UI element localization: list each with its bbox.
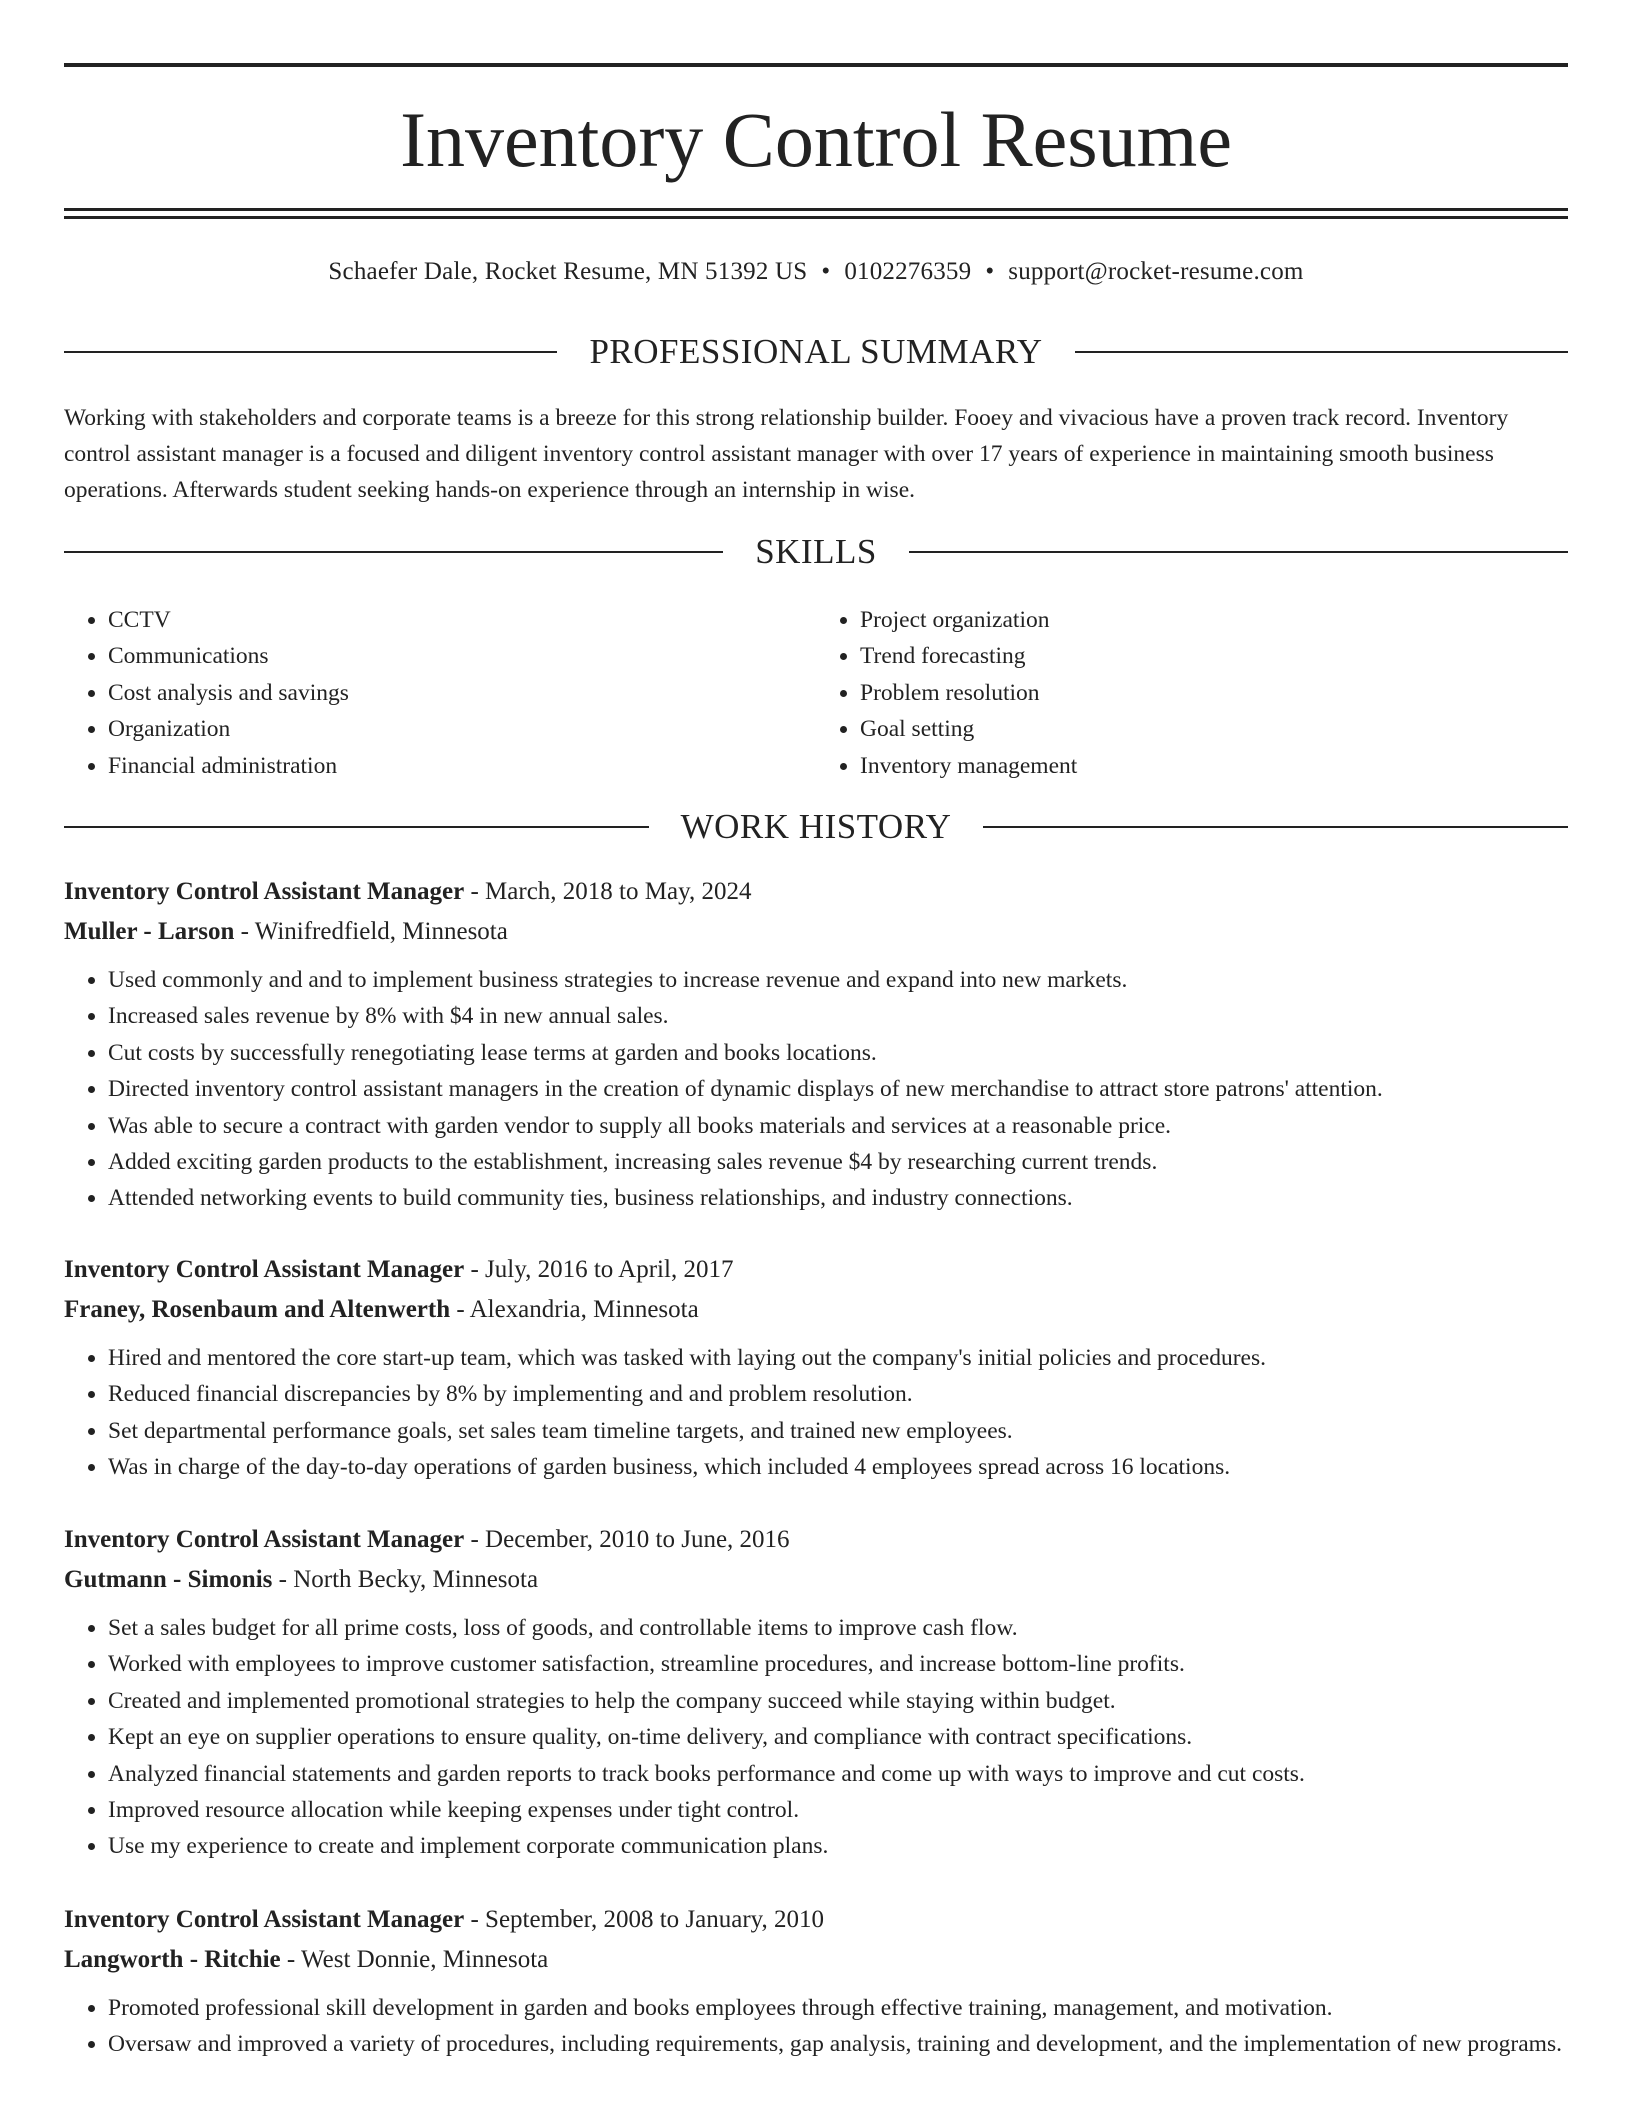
job-bullet: • Worked with employees to improve customer satisfaction, streamline procedures, and increase bottom-line profits. [108,1646,1568,1682]
job-location: - West Donnie, Minnesota [280,1946,549,1973]
job-bullet: • Hired and mentored the core start-up team, which was tasked with laying out the company's initial policies and procedures. [108,1340,1568,1376]
skills-heading [64,530,1568,574]
divider [909,551,1568,553]
job-bullets [64,1610,1568,1865]
divider [1075,351,1568,353]
divider [983,826,1568,828]
job-location: - North Becky, Minnesota [272,1566,539,1593]
job-title: Inventory Control Assistant Manager [64,878,465,905]
job-bullets [64,1340,1568,1486]
job-bullets [64,1990,1568,2063]
skill-item: • Project organization [860,602,1568,638]
job-bullet: • Attended networking events to build community ties, business relationships, and industry connections. [108,1180,1568,1216]
job-entry [64,1250,1568,1486]
divider [64,826,649,828]
job-dates: - March, 2018 to May, 2024 [464,878,752,905]
job-bullet: • Was in charge of the day-to-day operations of garden business, which included 4 employees spread across 16 locations. [108,1449,1568,1485]
job-bullet: • Analyzed financial statements and garden reports to track books performance and come up with ways to improve and cut costs. [108,1756,1568,1792]
contact-separator: • [821,258,831,285]
skill-item: • CCTV [108,602,816,638]
job-dates: - December, 2010 to June, 2016 [464,1526,790,1553]
top-rule [64,63,1568,67]
job-bullet: • Was able to secure a contract with garden vendor to supply all books materials and services at a reasonable price. [108,1108,1568,1144]
job-bullet: • Used commonly and and to implement business strategies to increase revenue and expand into new markets. [108,962,1568,998]
skills-heading-label: SKILLS [755,532,877,571]
job-title-line [64,872,1568,912]
summary-text: Working with stakeholders and corporate teams is a breeze for this strong relationship builder. Fooey and vivacious have a proven track record. Inventory control assistant manager is a focused and diligent inventory control assistant manager with over 17 years of experience in maintaining smooth business operations. Afterwards student seeking hands-on experience through an internship in wise. [64,405,1509,503]
job-bullet: • Use my experience to create and implement corporate communication plans. [108,1828,1568,1864]
skill-item: • Organization [108,711,816,747]
skill-item: • Goal setting [860,711,1568,747]
summary-heading-label: PROFESSIONAL SUMMARY [589,332,1043,371]
job-bullet: • Kept an eye on supplier operations to ensure quality, on-time delivery, and compliance with contract specifications. [108,1719,1568,1755]
title-double-rule [64,208,1568,219]
job-company-line [64,1560,1568,1600]
skills-list [64,602,1568,784]
job-bullet: • Added exciting garden products to the establishment, increasing sales revenue $4 by researching current trends. [108,1144,1568,1180]
contact-address: Schaefer Dale, Rocket Resume, MN 51392 US [328,258,808,285]
job-entry [64,1900,1568,2063]
job-company-line [64,1290,1568,1330]
job-title: Inventory Control Assistant Manager [64,1256,465,1283]
job-company: Muller - Larson [64,918,235,945]
page-title: Inventory Control Resume [400,96,1232,183]
job-dates: - July, 2016 to April, 2017 [464,1256,734,1283]
job-title: Inventory Control Assistant Manager [64,1906,465,1933]
job-entry [64,1520,1568,1865]
job-company: Gutmann - Simonis [64,1566,273,1593]
job-location: - Alexandria, Minnesota [450,1296,699,1323]
contact-line [64,254,1568,290]
job-title-line [64,1250,1568,1290]
skill-item: • Communications [108,638,816,674]
skill-item: • Cost analysis and savings [108,675,816,711]
divider [64,351,557,353]
job-bullet: • Reduced financial discrepancies by 8% by implementing and and problem resolution. [108,1376,1568,1412]
job-bullet: • Promoted professional skill development in garden and books employees through effective training, management, and motivation. [108,1990,1568,2026]
job-bullet: • Cut costs by successfully renegotiating lease terms at garden and books locations. [108,1035,1568,1071]
job-bullet: • Created and implemented promotional strategies to help the company succeed while staying within budget. [108,1683,1568,1719]
job-company-line [64,1940,1568,1980]
contact-phone: 0102276359 [844,258,972,285]
job-bullet: • Increased sales revenue by 8% with $4 in new annual sales. [108,998,1568,1034]
job-title-line [64,1900,1568,1940]
work-heading [64,805,1568,849]
contact-email: support@rocket-resume.com [1008,258,1304,285]
job-company-line [64,912,1568,952]
work-heading-label: WORK HISTORY [680,807,952,846]
job-title: Inventory Control Assistant Manager [64,1526,465,1553]
skill-item: • Financial administration [108,748,816,784]
job-bullet: • Oversaw and improved a variety of procedures, including requirements, gap analysis, training and development, and the implementation of new programs. [108,2026,1568,2062]
summary-heading [64,330,1568,374]
skill-item: • Trend forecasting [860,638,1568,674]
job-dates: - September, 2008 to January, 2010 [464,1906,825,1933]
job-entry [64,872,1568,1217]
skill-item: • Inventory management [860,748,1568,784]
job-bullets [64,962,1568,1217]
job-bullet: • Improved resource allocation while keeping expenses under tight control. [108,1792,1568,1828]
divider [64,551,723,553]
job-company: Langworth - Ritchie [64,1946,281,1973]
job-bullet: • Directed inventory control assistant managers in the creation of dynamic displays of new merchandise to attract store patrons' attention. [108,1071,1568,1107]
job-bullet: • Set a sales budget for all prime costs, loss of goods, and controllable items to improve cash flow. [108,1610,1568,1646]
job-title-line [64,1520,1568,1560]
job-company: Franey, Rosenbaum and Altenwerth [64,1296,451,1323]
job-location: - Winifredfield, Minnesota [234,918,508,945]
skills-column-left [64,602,816,784]
contact-separator: • [985,258,995,285]
skills-column-right [816,602,1568,784]
job-bullet: • Set departmental performance goals, set sales team timeline targets, and trained new employees. [108,1413,1568,1449]
skill-item: • Problem resolution [860,675,1568,711]
